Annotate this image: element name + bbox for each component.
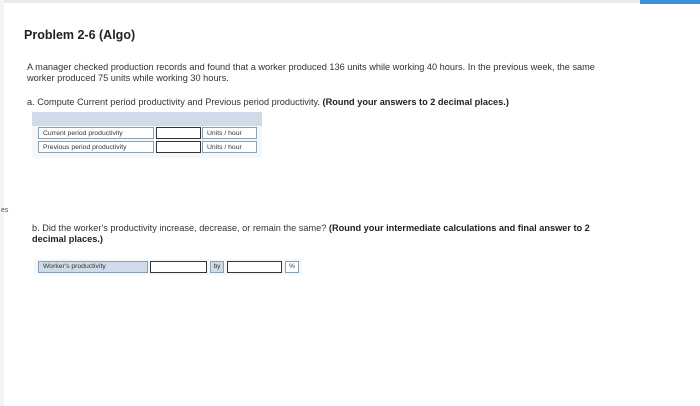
worker-productivity-row bbox=[34, 259, 302, 275]
row-unit: Units / hour bbox=[202, 127, 257, 139]
table-row bbox=[38, 127, 257, 141]
table-row bbox=[38, 141, 257, 155]
productivity-table bbox=[32, 112, 262, 158]
row-label: Current period productivity bbox=[38, 127, 154, 139]
part-b-prompt: b. Did the worker's productivity increase, decrease, or remain the same? bbox=[32, 223, 327, 233]
left-rail bbox=[0, 0, 4, 406]
part-a-instruction: (Round your answers to 2 decimal places.) bbox=[322, 97, 509, 107]
top-accent-bar bbox=[640, 0, 700, 4]
part-b-question bbox=[32, 223, 622, 244]
table-header bbox=[32, 112, 262, 126]
side-text-fragment: es bbox=[1, 207, 9, 214]
problem-title: Problem 2-6 (Algo) bbox=[24, 28, 136, 42]
productivity-change-dropdown[interactable] bbox=[150, 261, 207, 273]
part-a-question bbox=[27, 97, 509, 107]
problem-description: A manager checked production records and found that a worker produced 136 units while working 40 hours. In the previous week, the same worker produced 75 units while working 30 hours. bbox=[27, 62, 595, 83]
row-label: Previous period productivity bbox=[38, 141, 154, 153]
part-b-instruction: (Round your intermediate calculations and final answer to 2 decimal places.) bbox=[32, 223, 590, 244]
top-border bbox=[0, 0, 700, 3]
by-label: by bbox=[210, 261, 224, 273]
row-unit: Units / hour bbox=[202, 141, 257, 153]
percent-label: % bbox=[285, 261, 299, 273]
part-a-prompt: a. Compute Current period productivity and Previous period productivity. bbox=[27, 97, 320, 107]
previous-productivity-input[interactable] bbox=[156, 141, 201, 153]
current-productivity-input[interactable] bbox=[156, 127, 201, 139]
percent-change-input[interactable] bbox=[227, 261, 282, 273]
worker-productivity-label: Worker's productivity bbox=[38, 261, 148, 273]
